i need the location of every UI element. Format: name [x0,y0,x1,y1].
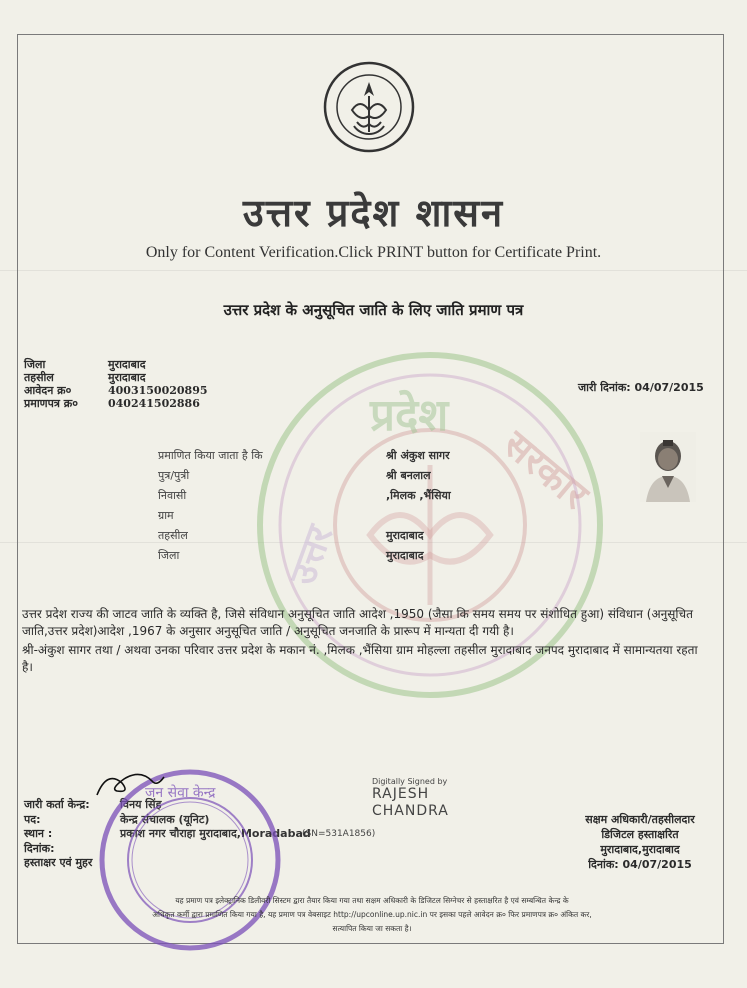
detail-row: तहसील मुरादाबाद [158,529,424,542]
verification-note: Only for Content Verification.Click PRINT button for Certificate Print. [145,244,602,261]
digital-signature: Digitally Signed by RAJESH CHANDRA (SN=531A1856) [302,777,449,839]
handwritten-signature [92,765,172,805]
applicant-details [158,446,451,566]
page-title: उत्तर प्रदेश शासन [242,191,505,235]
meta-row: जिला मुरादाबाद [24,358,146,371]
issuer-row: पद: केन्द्र संचालक (यूनिट) [24,812,210,826]
issuer-row: दिनांक: [24,841,55,855]
application-meta [24,358,208,410]
detail-row: जिला मुरादाबाद [158,549,424,562]
detail-row: प्रमाणित किया जाता है कि श्री अंकुश सागर [158,449,450,462]
svg-text:प्रदेश: प्रदेश [370,390,449,441]
stamp-text: जन सेवा केन्द्र [145,785,216,801]
applicant-photo [640,432,696,502]
certificate-heading: उत्तर प्रदेश के अनुसूचित जाति के लिए जाति प्रमाण पत्र [223,301,524,319]
detail-row: पुत्र/पुत्री श्री बनलाल [158,469,431,482]
issuer-row: हस्ताक्षर एवं मुहर [24,856,93,869]
detail-row: निवासी ,मिलक ,भैंसिया [158,489,451,502]
authority-block: सक्षम अधिकारी/तहसीलदार डिजिटल हस्ताक्षरित मुरादाबाद,मुरादाबाद दिनांक: 04/07/2015 [585,813,695,871]
meta-row: तहसील मुरादाबाद [24,371,146,384]
meta-row: आवेदन क्र० 4003150020895 [24,384,208,397]
issuer-row: जारी कर्ता केन्द्र: विनय सिंह [24,798,162,811]
up-government-emblem-icon [322,60,416,154]
issuer-row: स्थान : प्रकाश नगर चौराहा मुरादाबाद,Moradabad [24,827,311,840]
svg-text:उत्तर: उत्तर [282,520,342,591]
body-paragraph: उत्तर प्रदेश राज्य की जाटव जाति के व्यक्ति है, जिसे संविधान अनुसूचित जाति आदेश ,1950 (जैसा कि समय समय पर संशोधित हुआ) संविधान (अनुसूचित जाति,उत्तर प्रदेश)आदेश ,1967 के अनुसार अनुसूचित जाति / अनुसूचित जनजाति के प्रारूप में मान्यता दी गयी है। [22,607,693,638]
verification-footer: यह प्रमाण पत्र इलेक्ट्रानिक डिलीवरी सिस्टम द्वारा तैयार किया गया तथा सक्षम अधिकारी के डिजिटल सिग्नेचर से हस्ताक्षरित है एवं सम्बन्धित केन्द्र के अधिकृत कर्मी द्वारा प्रमाणित किया गया है, यह प्रमाण पत्र वेबसाइट http://upconline.up.nic.in पर इसका पहले आवेदन क्र० फिर प्रमाणपत्र क्र० अंकित कर, सत्यापित किया जा सकता है। [152,896,592,933]
svg-text:सरकार: सरकार [495,422,597,518]
meta-row: प्रमाणपत्र क्र० 040241502886 [24,397,200,410]
detail-row: ग्राम [158,509,174,522]
body-paragraph: श्री-अंकुश सागर तथा / अथवा उनका परिवार उत्तर प्रदेश के मकान नं. ,मिलक ,भैंसिया ग्राम मोहल्ला तहसील मुरादाबाद जनपद मुरादाबाद में सामान्यतया रहता है। [22,643,698,674]
certificate-body [22,606,712,678]
issue-date: जारी दिनांक: 04/07/2015 [578,381,704,394]
